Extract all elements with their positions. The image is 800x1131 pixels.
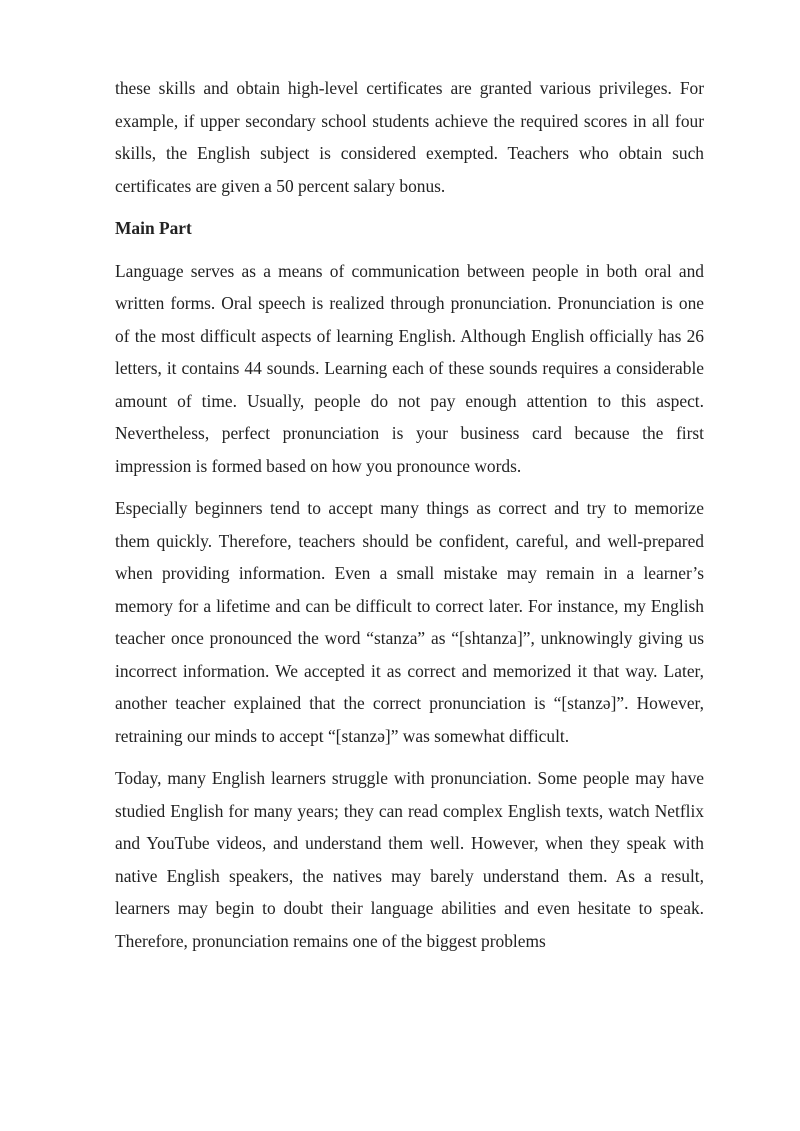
paragraph-learners-struggle: Today, many English learners struggle with pronunciation. Some people may have studied English for many years; they can read complex English texts, watch Netflix and YouTube videos, and understand them well. However, when they speak with native English speakers, the natives may barely understand them. As a result, learners may begin to doubt their language abilities and even hesitate to speak. Therefore, pronunciation remains one of the biggest problems	[115, 768, 704, 951]
paragraph-language-communication: Language serves as a means of communication between people in both oral and written forms. Oral speech is realized through pronunciation. Pronunciation is one of the most difficult aspects of learning English. Although English officially has 26 letters, it contains 44 sounds. Learning each of these sounds requires a considerable amount of time. Usually, people do not pay enough attention to this aspect. Nevertheless, perfect pronunciation is your business card because the first impression is formed based on how you pronounce words.	[115, 260, 704, 476]
document-body	[115, 72, 704, 967]
paragraph-beginners: Especially beginners tend to accept many things as correct and try to memorize them quickly. Therefore, teachers should be confident, careful, and well-prepared when providing information. Even a small mistake may remain in a learner’s memory for a lifetime and can be difficult to correct later. For instance, my English teacher once pronounced the word “stanza” as “[shtanza]”, unknowingly giving us incorrect information. We accepted it as correct and memorized it that way. Later, another teacher explained that the correct pronunciation is “[stanzə]”. However, retraining our minds to accept “[stanzə]” was somewhat difficult.	[115, 498, 704, 746]
paragraph-privileges: these skills and obtain high-level certificates are granted various privileges. For example, if upper secondary school students achieve the required scores in all four skills, the English subject is considered exempted. Teachers who obtain such certificates are given a 50 percent salary bonus.	[115, 78, 704, 196]
section-heading-main-part: Main Part	[115, 218, 192, 238]
